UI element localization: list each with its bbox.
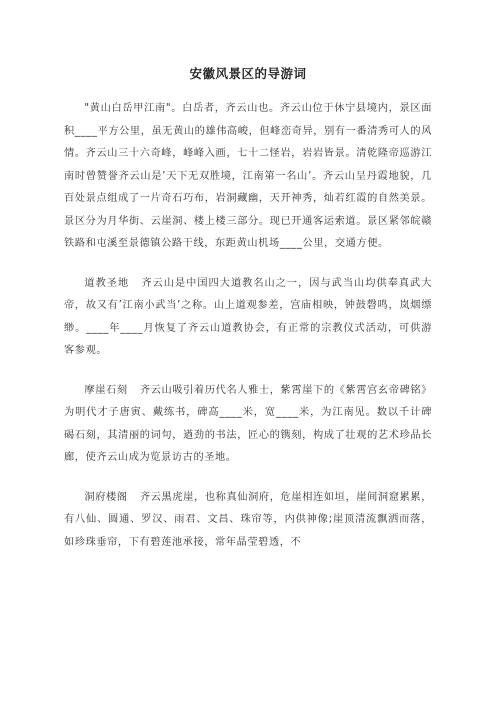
paragraph-heading: 摩崖石刻 xyxy=(84,384,128,396)
paragraph-heading: 洞府楼阁 xyxy=(84,491,128,503)
paragraph-text: 齐云山是中国四大道教名山之一，因与武当山均供奉真武大帝，故又有’江南小武当’之称。山上道观参差，宫庙相映，钟鼓磬鸣，岚烟缥缈。____年____月恢复了齐云山道教协会，有正常的宗教仪式活动，可供游客参观。 xyxy=(64,277,432,356)
paragraph-taoist-holy-land xyxy=(64,273,432,363)
paragraph-text: 齐云黑虎崖，也称真仙洞府，危崖相连如垣，崖间洞窟累累，有八仙、圆通、罗汉、雨君、文昌、珠帘等，内供神像;崖顶清流飘洒而落，如珍珠垂帘，下有碧莲池承接，常年晶莹碧透，不 xyxy=(64,491,432,548)
paragraph-text: "黄山白岳甲江南"。白岳者，齐云山也。齐云山位于休宁县境内，景区面积____平方公里，虽无黄山的雄伟高峻，但峰峦奇异，别有一番清秀可人的风情。齐云山三十六奇峰，峰峰入画，七十二怪岩，岩岩皆景。清乾隆帝巡游江南时曾赞誉齐云山是’天下无双胜境，江南第一名山’。齐云山呈丹霞地貌，几百处景点组成了一片奇石巧布，岩洞藏幽，天开神秀，灿若红霞的自然美景。景区分为月华街、云崖洞、楼上楼三部分。现已开通客运索道。景区紧邻皖赣铁路和屯溪至景德镇公路干线，东距黄山机场____公里，交通方便。 xyxy=(64,103,432,249)
paragraph-caves-pavilions xyxy=(64,487,432,555)
paragraph-cliff-inscriptions xyxy=(64,380,432,470)
paragraph-heading: 道教圣地 xyxy=(84,277,130,289)
paragraph-intro xyxy=(64,98,432,256)
paragraph-text: 齐云山吸引着历代名人雅士，紫霄崖下的《紫霄宫玄帝碑铭》为明代才子唐寅、戴练书，碑高____米，宽____米，为江南见。数以千计碑碣石刻，其清丽的词句，遒劲的书法，匠心的镌刻，构成了壮观的艺术珍品长廊，使齐云山成为览景访古的圣地。 xyxy=(64,384,432,463)
document-title: 安徽风景区的导游词 xyxy=(189,66,307,81)
